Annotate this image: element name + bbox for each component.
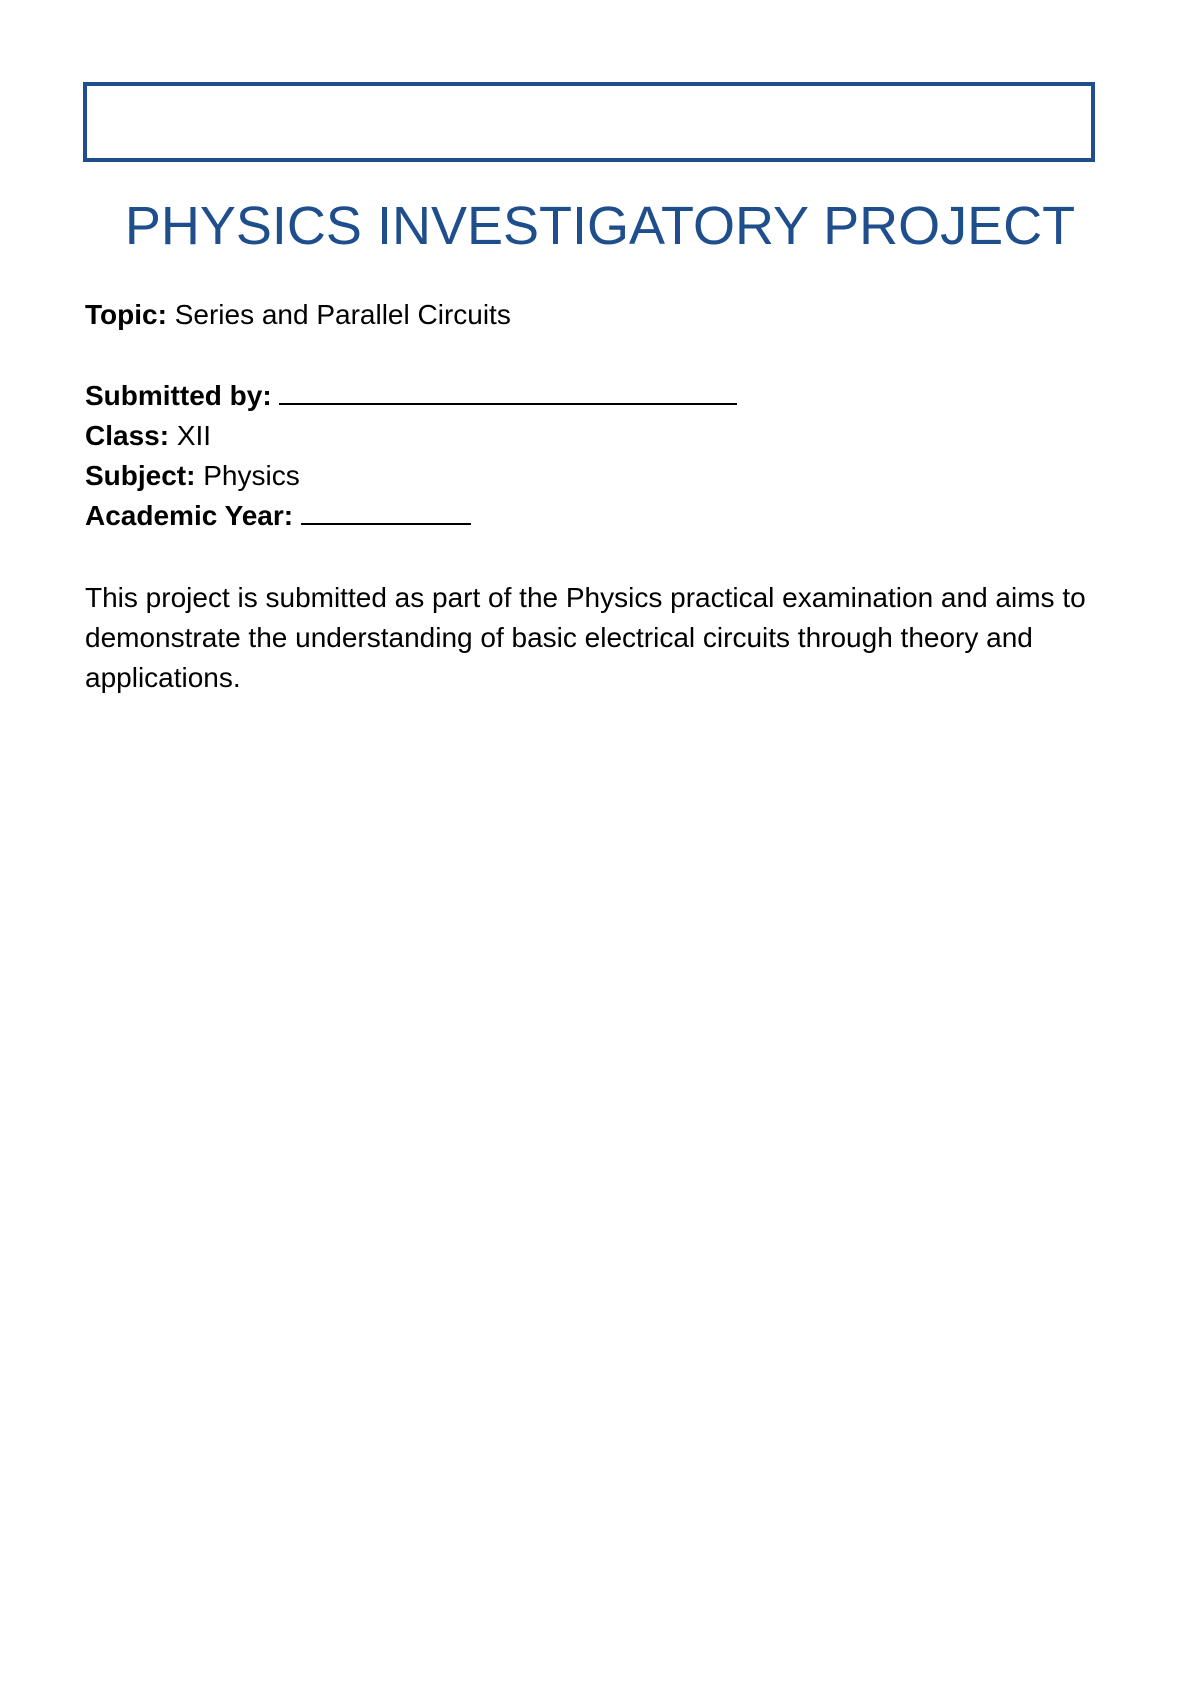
topic-field — [85, 295, 511, 335]
submitted-by-label: Submitted by: — [85, 380, 272, 411]
submitted-by-field — [85, 376, 737, 416]
class-label: Class: — [85, 420, 170, 451]
topic-value: Series and Parallel Circuits — [174, 299, 511, 330]
academic-year-field — [85, 496, 471, 536]
class-field — [85, 416, 211, 456]
project-description: This project is submitted as part of the Physics practical examination and aims to demonstrate the understanding of basic electrical circuits through theory and applications. — [85, 582, 1086, 693]
topic-label: Topic: — [85, 299, 167, 330]
academic-year-label: Academic Year: — [85, 500, 294, 531]
subject-label: Subject: — [85, 460, 196, 491]
title-box-frame — [83, 82, 1095, 162]
page-title: PHYSICS INVESTIGATORY PROJECT — [124, 196, 1076, 256]
subject-value: Physics — [203, 460, 300, 491]
subject-field — [85, 456, 300, 496]
class-value: XII — [176, 420, 212, 451]
academic-year-blank — [301, 497, 471, 525]
submitted-by-blank — [279, 377, 737, 405]
